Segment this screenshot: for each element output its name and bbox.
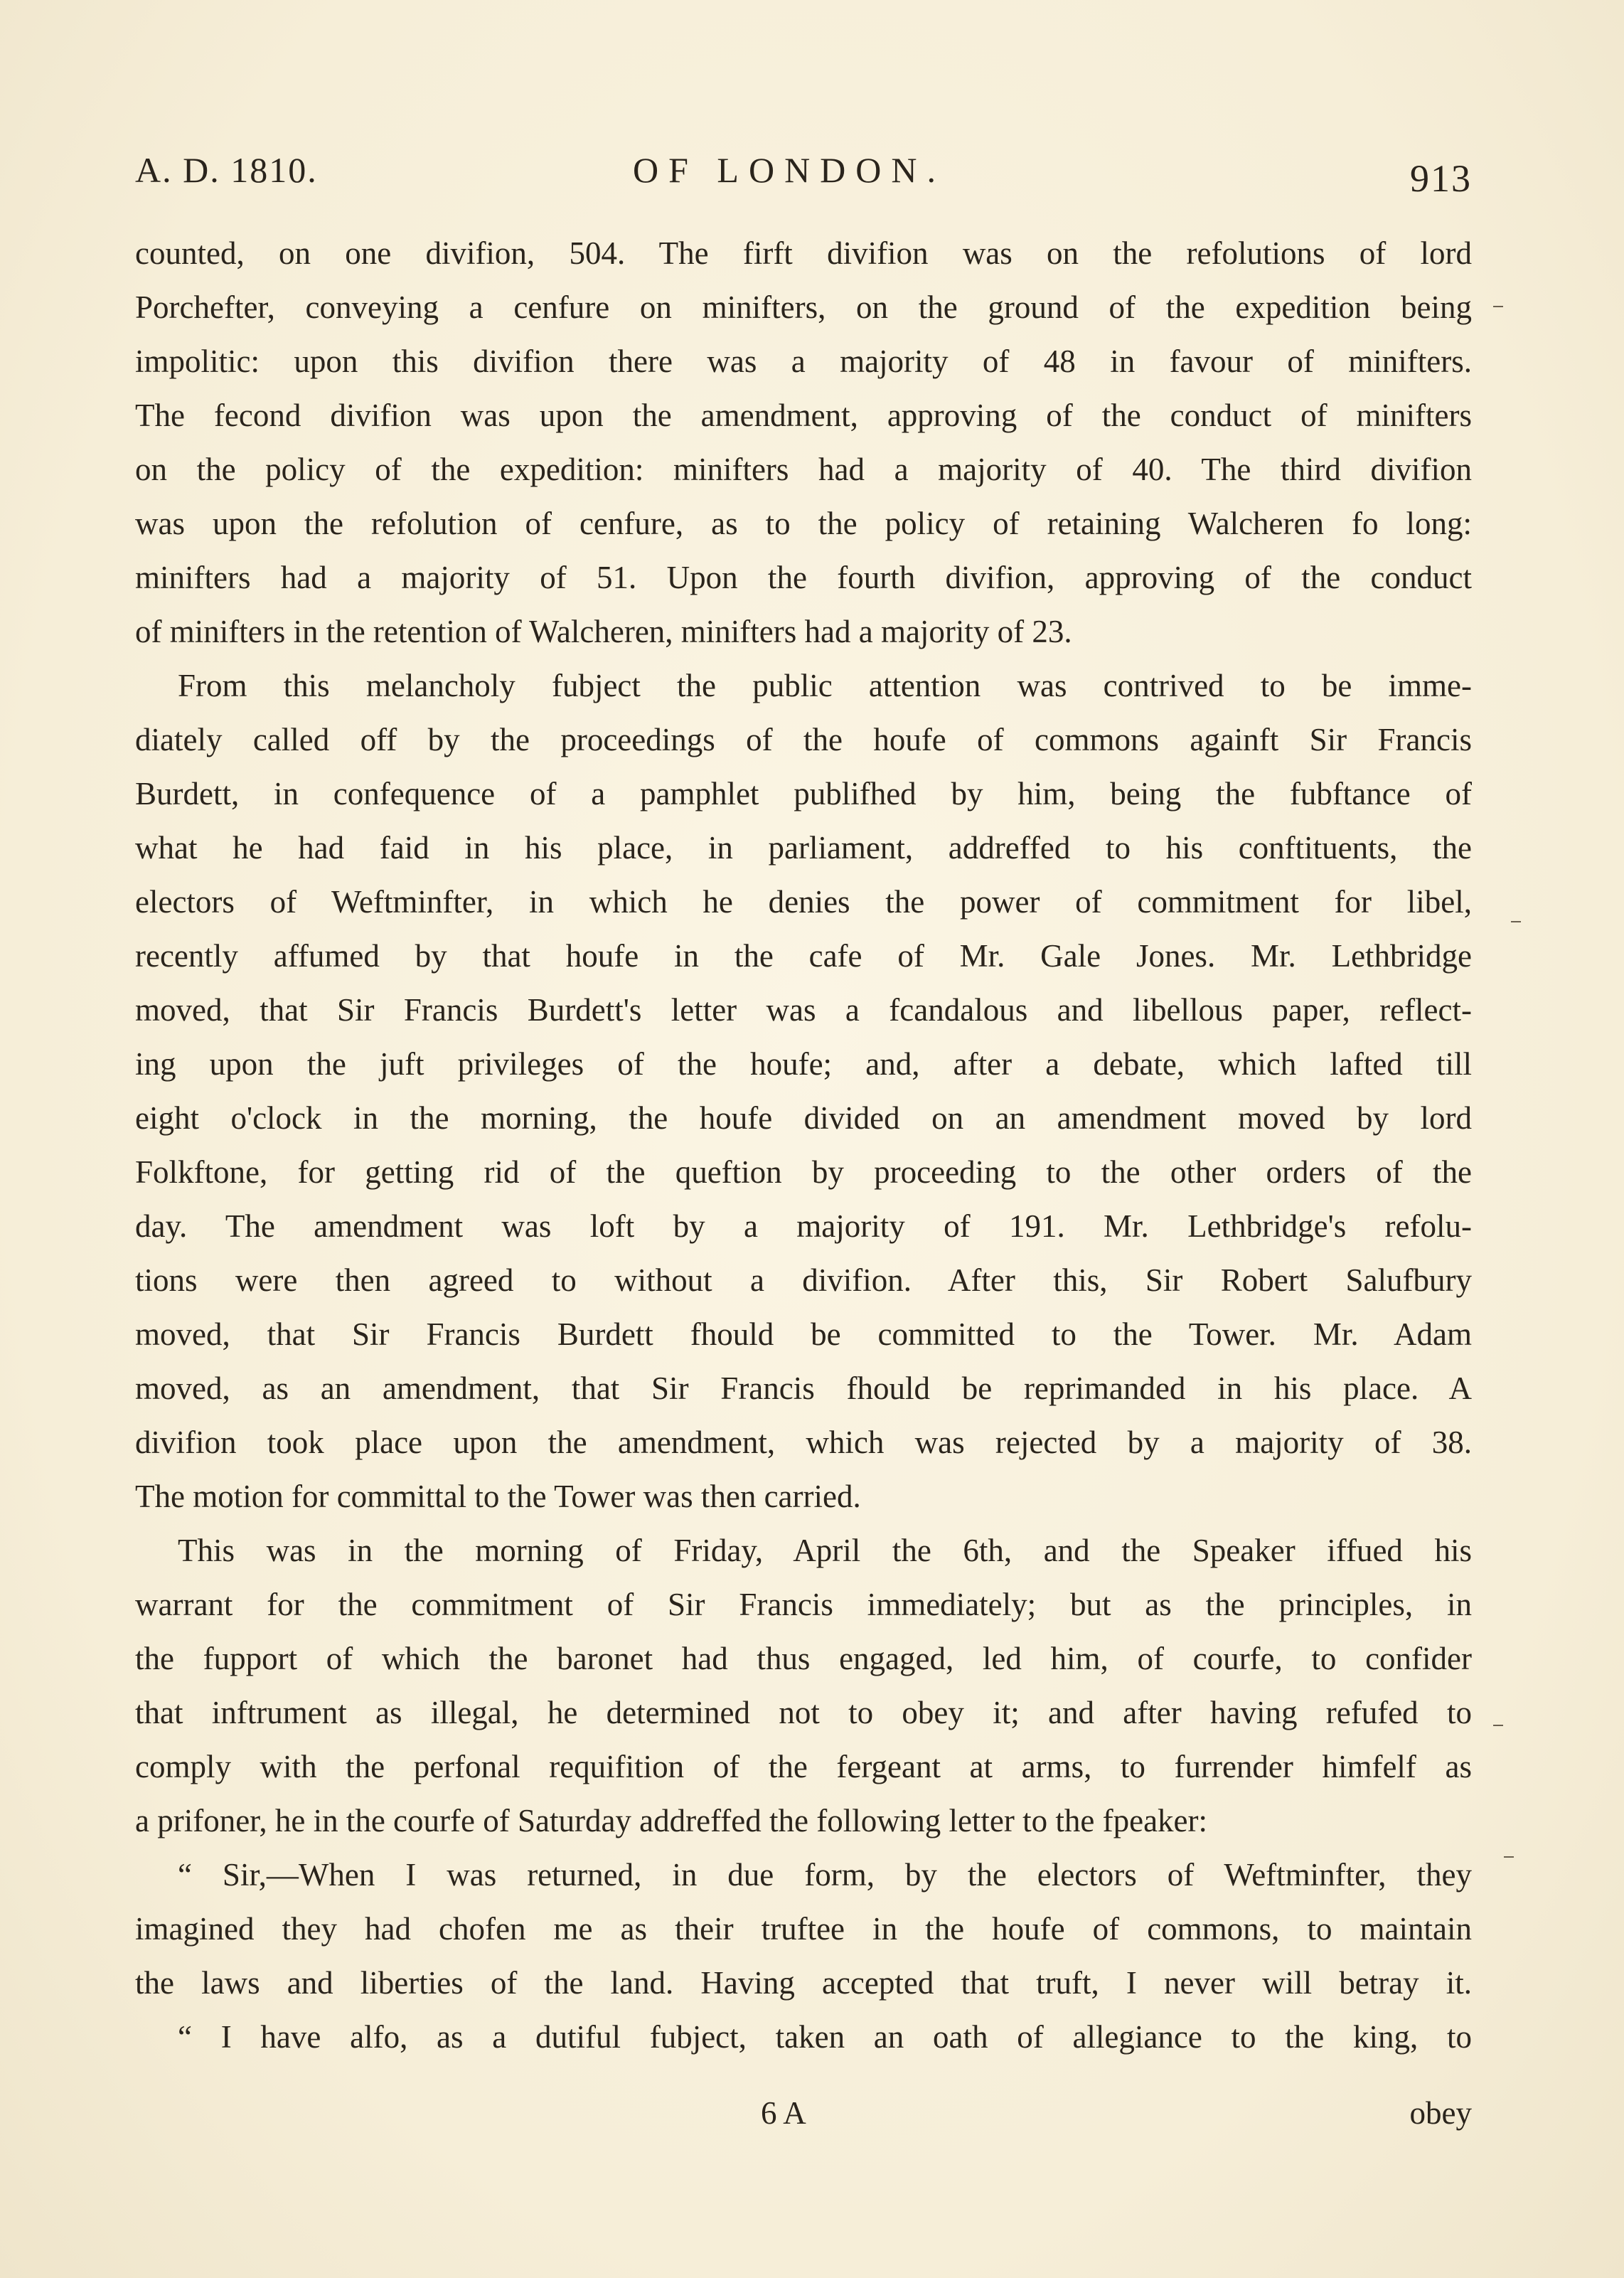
text-line: minifters had a majority of 51. Upon the fourth divifion, approving of the conduct — [135, 560, 1472, 595]
text-line: Porchefter, conveying a cenfure on minifters, on the ground of the expedition being — [135, 289, 1472, 325]
text-line: divifion took place upon the amendment, which was rejected by a majority of 38. — [135, 1425, 1472, 1460]
margin-mark — [1493, 306, 1503, 307]
text-line: The motion for committal to the Tower was then carried. — [135, 1479, 861, 1514]
text-line: what he had faid in his place, in parliament, addreffed to his conftituents, the — [135, 830, 1472, 866]
text-line: that inftrument as illegal, he determined not to obey it; and after having refufed to — [135, 1695, 1472, 1730]
catchword: obey — [1409, 2095, 1472, 2131]
text-line: Burdett, in confequence of a pamphlet publifhed by him, being the fubftance of — [135, 776, 1472, 811]
text-line: diately called off by the proceedings of the houfe of commons againft Sir Francis — [135, 722, 1472, 757]
text-line: day. The amendment was loft by a majority of 191. Mr. Lethbridge's refolu- — [135, 1208, 1472, 1244]
text-line: was upon the refolution of cenfure, as to the policy of retaining Walcheren fo long: — [135, 506, 1472, 541]
margin-mark — [1493, 1725, 1503, 1726]
text-line: moved, that Sir Francis Burdett's letter was a fcandalous and libellous paper, reflect- — [135, 992, 1472, 1028]
text-line: a prifoner, he in the courfe of Saturday addreffed the following letter to the fpeaker: — [135, 1803, 1208, 1838]
text-line: moved, that Sir Francis Burdett fhould be committed to the Tower. Mr. Adam — [135, 1316, 1472, 1352]
page-number: 913 — [1410, 157, 1472, 200]
text-line: tions were then agreed to without a divifion. After this, Sir Robert Salufbury — [135, 1262, 1472, 1298]
text-line: the fupport of which the baronet had thus engaged, led him, of courfe, to confider — [135, 1641, 1472, 1676]
text-line: electors of Weftminfter, in which he denies the power of commitment for libel, — [135, 884, 1472, 920]
quoted-letter-line: “ I have alfo, as a dutiful fubject, taken an oath of allegiance to the king, to — [178, 2019, 1472, 2055]
text-line: recently affumed by that houfe in the cafe of Mr. Gale Jones. Mr. Lethbridge — [135, 938, 1472, 974]
quoted-letter-line: the laws and liberties of the land. Having accepted that truft, I never will betray it. — [135, 1965, 1472, 2001]
header-title: OF LONDON. — [633, 150, 946, 190]
margin-mark — [1504, 1856, 1514, 1858]
signature-mark: 6 A — [761, 2095, 806, 2131]
text-line: warrant for the commitment of Sir Francis immediately; but as the principles, in — [135, 1587, 1472, 1622]
text-line: on the policy of the expedition: minifters had a majority of 40. The third divifion — [135, 452, 1472, 487]
running-head — [135, 149, 1472, 199]
text-line: of minifters in the retention of Walcheren, minifters had a majority of 23. — [135, 614, 1072, 649]
text-line: Folkftone, for getting rid of the queftion by proceeding to the other orders of the — [135, 1154, 1472, 1190]
page-footer — [135, 2095, 1472, 2144]
body-text — [135, 226, 1472, 2064]
text-line: moved, as an amendment, that Sir Francis fhould be reprimanded in his place. A — [135, 1370, 1472, 1406]
text-line: ing upon the juft privileges of the houfe; and, after a debate, which lafted till — [135, 1046, 1472, 1082]
text-line: comply with the perfonal requifition of the fergeant at arms, to furrender himfelf as — [135, 1749, 1472, 1784]
paragraph-start-line: From this melancholy fubject the public attention was contrived to be imme- — [178, 668, 1472, 703]
margin-mark — [1511, 921, 1521, 922]
quoted-letter-line: “ Sir,—When I was returned, in due form, by the electors of Weftminfter, they — [178, 1857, 1472, 1893]
text-line: eight o'clock in the morning, the houfe divided on an amendment moved by lord — [135, 1100, 1472, 1136]
header-year: A. D. 1810. — [135, 150, 318, 190]
text-line: counted, on one divifion, 504. The firft divifion was on the refolutions of lord — [135, 235, 1472, 271]
text-line: The fecond divifion was upon the amendment, approving of the conduct of minifters — [135, 398, 1472, 433]
text-line: impolitic: upon this divifion there was a majority of 48 in favour of minifters. — [135, 344, 1472, 379]
quoted-letter-line: imagined they had chofen me as their truftee in the houfe of commons, to maintain — [135, 1911, 1472, 1947]
paragraph-start-line: This was in the morning of Friday, April the 6th, and the Speaker iffued his — [178, 1533, 1472, 1568]
